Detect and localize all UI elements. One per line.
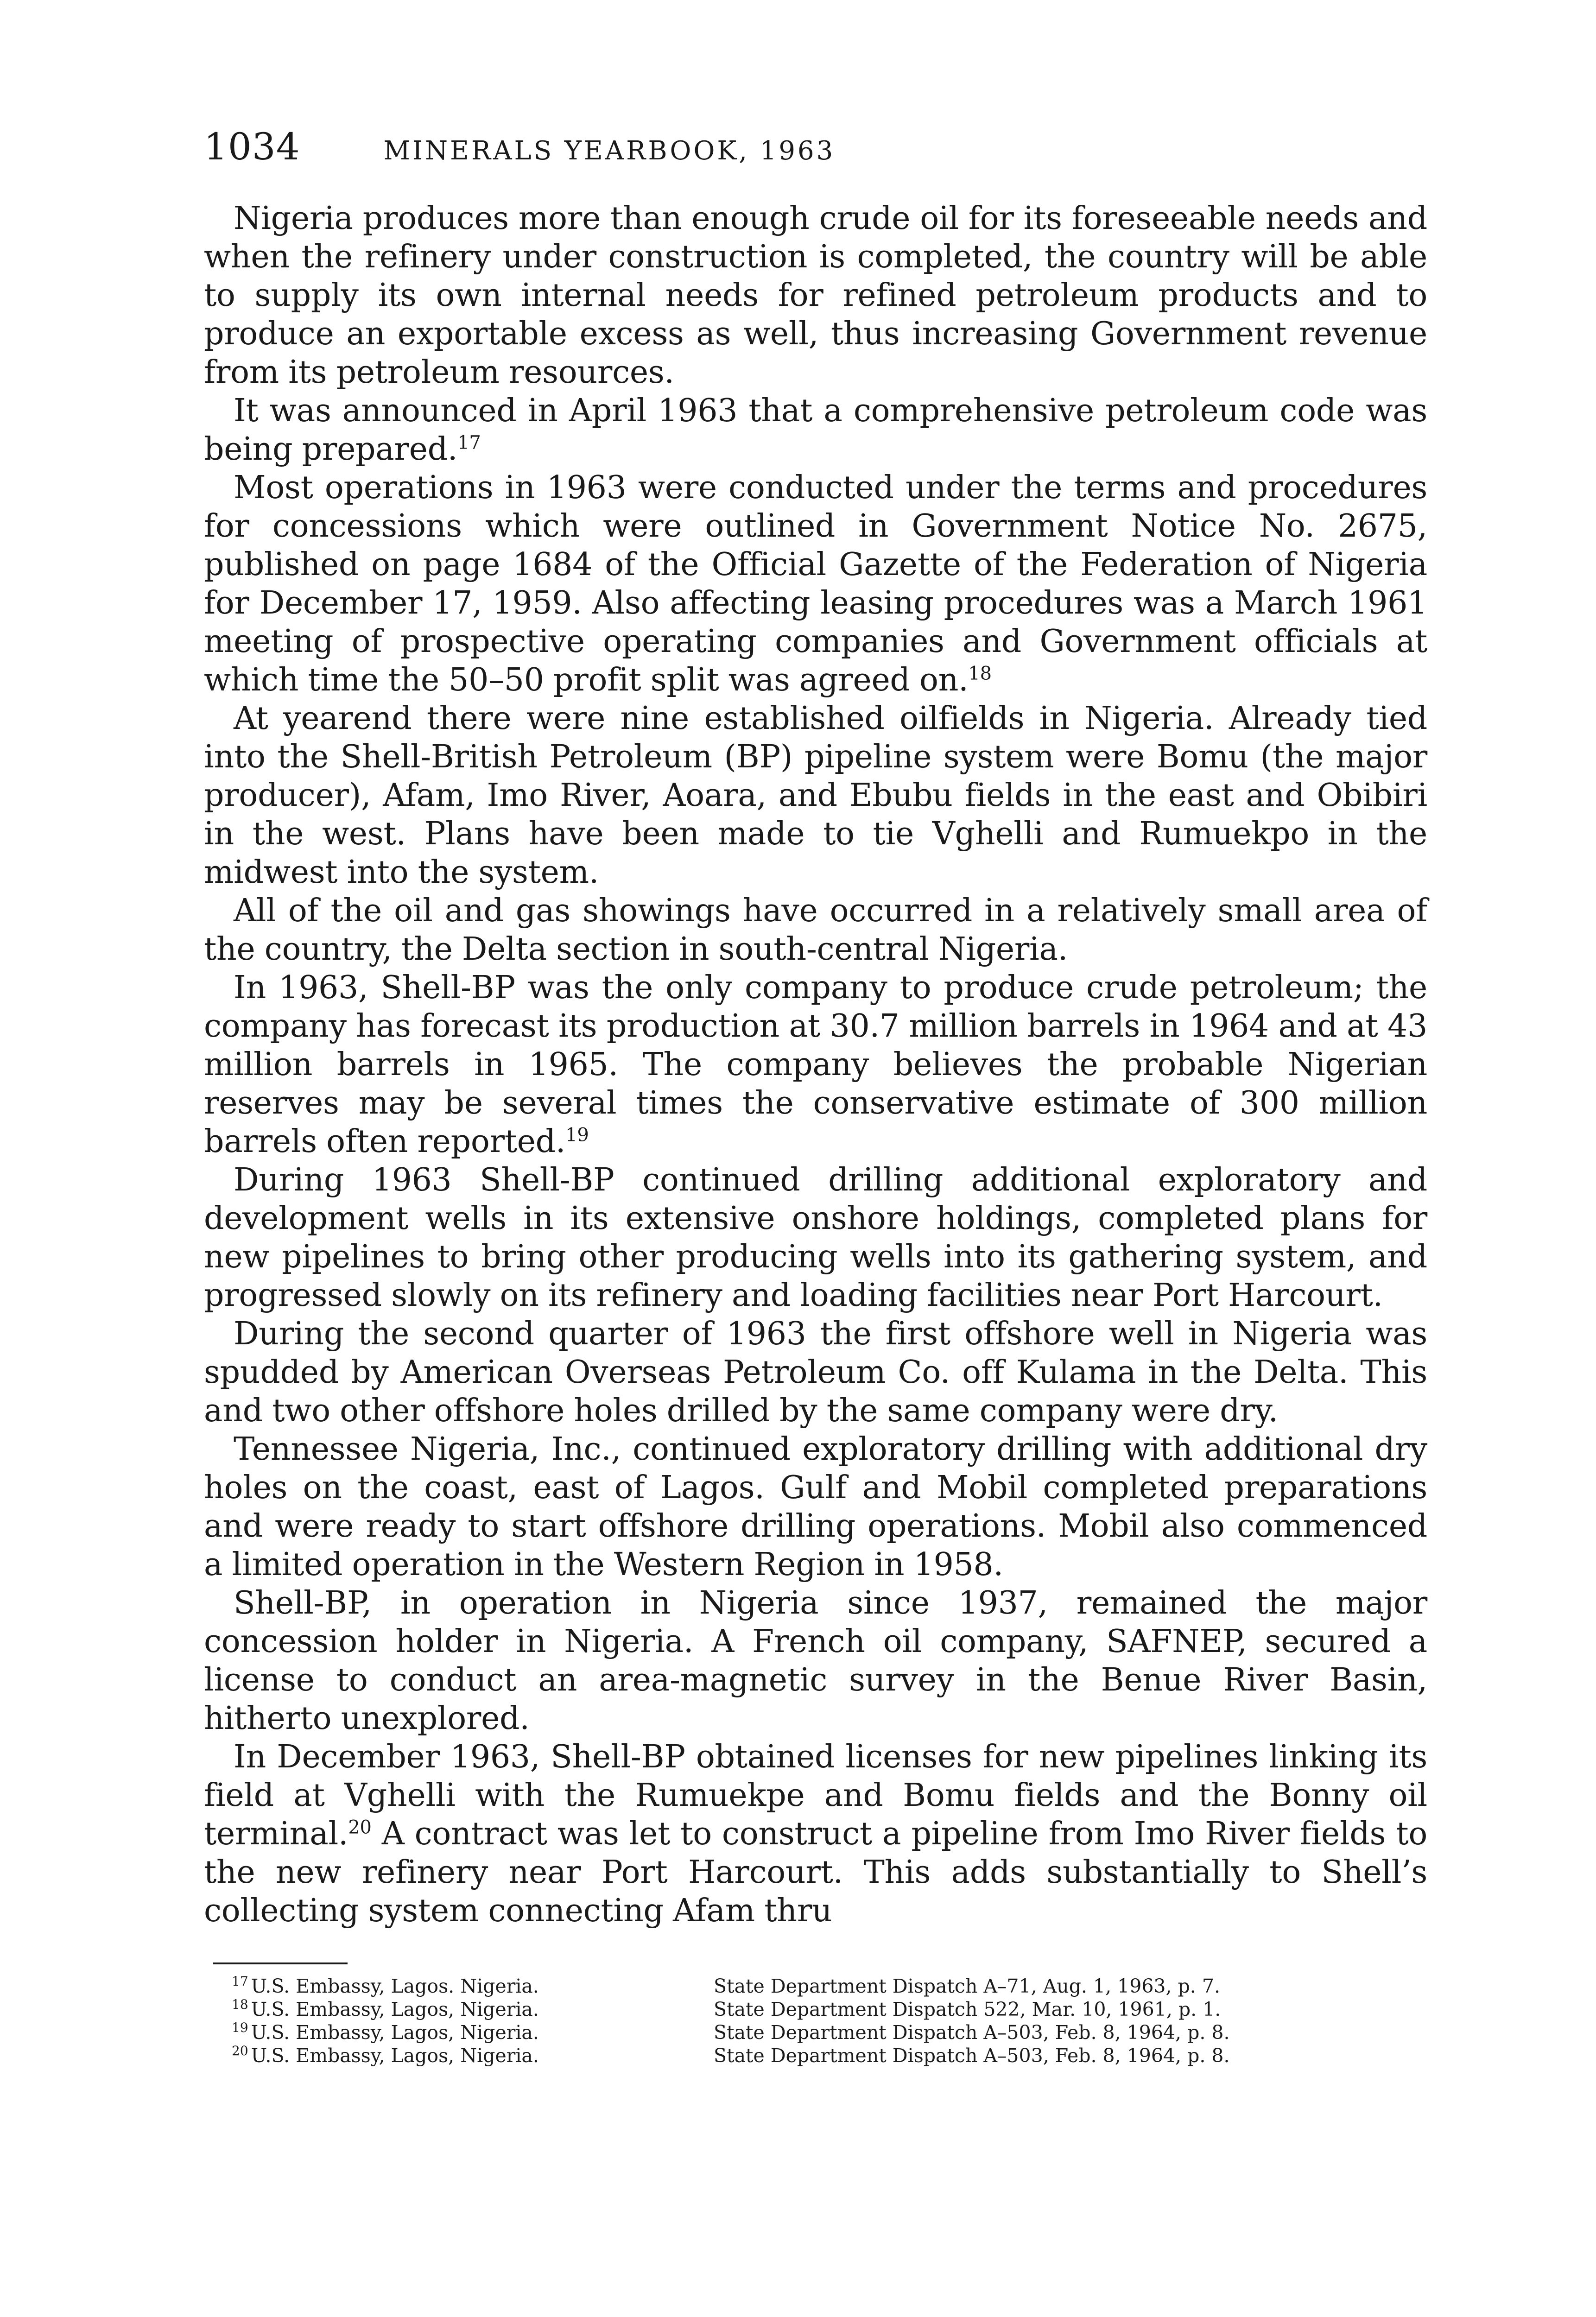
running-head [204, 125, 1427, 176]
footnote-number: 19 [232, 2020, 248, 2036]
paragraph: At yearend there were nine established oilfields in Nigeria. Already tied into the Shell-British Petroleum (BP) pipeline system were Bomu (the major producer), Afam, Imo River, Aoara, and Ebubu fields in the east and Obibiri in the west. Plans have been made to tie Vghelli and Rumuekpo in the midwest into the system. [204, 700, 1427, 891]
footnote-ref: 17 [457, 432, 481, 454]
paragraph: Shell-BP, in operation in Nigeria since 1937, remained the major concession holder in Nigeria. A French oil company, SAFNEP, secured a license to conduct an area-magnetic survey in the Benue River Basin, hitherto unexplored. [204, 1585, 1427, 1737]
footnote [204, 2021, 1427, 2044]
paragraph: All of the oil and gas showings have occurred in a relatively small area of the country, the Delta section in south-central Nigeria. [204, 893, 1427, 968]
footnote-source: U.S. Embassy, Lagos, Nigeria. [251, 1998, 539, 2020]
footnote-ref: 18 [968, 663, 992, 684]
footnote [204, 1998, 1427, 2021]
footnote-dispatch: State Department Dispatch 522, Mar. 10, 1961, p. 1. [714, 1998, 1221, 2020]
paragraph: Nigeria produces more than enough crude oil for its foreseeable needs and when the refinery under construction is completed, the country will be able to supply its own internal needs for refined petroleum products and to produce an exportable excess as well, thus increasing Government revenue from its petroleum resources. [204, 200, 1427, 391]
footnote-number: 20 [232, 2043, 248, 2059]
footnote-dispatch: State Department Dispatch A–503, Feb. 8, 1964, p. 8. [714, 2021, 1230, 2044]
paragraph: In 1963, Shell-BP was the only company to produce crude petroleum; the company has forecast its production at 30.7 million barrels in 1964 and at 43 million barrels in 1965. The company believes the probable Nigerian reserves may be several times the conservative estimate of 300 million barrels often reported.$^{19}$ [204, 969, 1427, 1160]
footnotes [204, 1975, 1427, 2067]
footnote [204, 1975, 1427, 1998]
footnote-ref: 20 [348, 1817, 372, 1838]
footnote-dispatch: State Department Dispatch A–71, Aug. 1, 1963, p. 7. [714, 1975, 1220, 1997]
page-number: 1034 [204, 125, 300, 168]
paragraph: During 1963 Shell-BP continued drilling additional exploratory and development wells in its extensive onshore holdings, completed plans for new pipelines to bring other producing wells into its gathering system, and progressed slowly on its refinery and loading facilities near Port Harcourt. [204, 1162, 1427, 1314]
footnote-source: U.S. Embassy, Lagos, Nigeria. [251, 2021, 539, 2044]
body-text [204, 199, 1427, 1930]
footnote-source: U.S. Embassy, Lagos, Nigeria. [251, 2045, 539, 2067]
paragraph: Most operations in 1963 were conducted under the terms and procedures for concessions which were outlined in Government Notice No. 2675, published on page 1684 of the Official Gazette of the Federation of Nigeria for December 17, 1959. Also affecting leasing procedures was a March 1961 meeting of prospective operating companies and Government officials at which time the 50–50 profit split was agreed on.$^{18}$ [204, 469, 1427, 698]
paragraph: During the second quarter of 1963 the first offshore well in Nigeria was spudded by American Overseas Petroleum Co. off Kulama in the Delta. This and two other offshore holes drilled by the same company were dry. [204, 1316, 1427, 1429]
footnote-dispatch: State Department Dispatch A–503, Feb. 8, 1964, p. 8. [714, 2045, 1230, 2067]
paragraph: In December 1963, Shell-BP obtained licenses for new pipelines linking its field at Vghelli with the Rumuekpe and Bomu fields and the Bonny oil terminal.$^{20}$ A contract was let to construct a pipeline from Imo River fields to the new refinery near Port Harcourt. This adds substantially to Shell’s collecting system connecting Afam thru [204, 1739, 1427, 1929]
paragraph: Tennessee Nigeria, Inc., continued exploratory drilling with additional dry holes on the coast, east of Lagos. Gulf and Mobil completed preparations and were ready to start offshore drilling operations. Mobil also commenced a limited operation in the Western Region in 1958. [204, 1431, 1427, 1583]
footnote-ref: 19 [565, 1124, 589, 1146]
document-page [204, 125, 1427, 2067]
footnote [204, 2044, 1427, 2067]
footnote-number: 17 [232, 1974, 248, 1989]
paragraph: It was announced in April 1963 that a comprehensive petroleum code was being prepared.$^{17}$ [204, 392, 1427, 468]
running-title: MINERALS YEARBOOK, 1963 [383, 136, 836, 166]
footnote-rule [213, 1962, 348, 1964]
footnote-number: 18 [232, 1997, 248, 2013]
footnote-source: U.S. Embassy, Lagos. Nigeria. [251, 1975, 539, 1997]
